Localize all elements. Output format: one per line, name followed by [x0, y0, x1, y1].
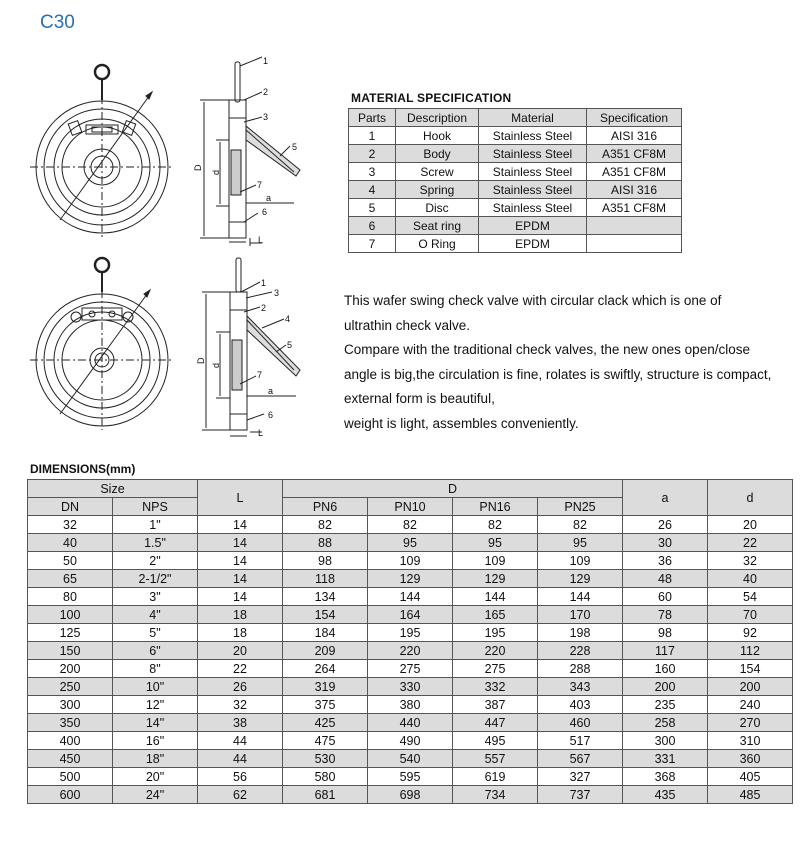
table-cell: 129	[453, 570, 538, 588]
table-cell: 154	[283, 606, 368, 624]
table-cell: 2"	[113, 552, 198, 570]
table-cell: 580	[283, 768, 368, 786]
table-cell: 14	[198, 534, 283, 552]
table-cell: 595	[368, 768, 453, 786]
table-cell: 12"	[113, 696, 198, 714]
table-cell: 32	[708, 552, 793, 570]
table-cell: 56	[198, 768, 283, 786]
table-cell: 220	[453, 642, 538, 660]
table-cell: 112	[708, 642, 793, 660]
table-cell: 88	[283, 534, 368, 552]
table-cell: 184	[283, 624, 368, 642]
upper-label-1: 1	[263, 56, 269, 66]
table-cell: 14	[198, 516, 283, 534]
table-cell: 350	[28, 714, 113, 732]
lower-label-3: 3	[274, 288, 280, 298]
table-cell: 24"	[113, 786, 198, 804]
table-cell: 98	[283, 552, 368, 570]
table-cell: 4	[349, 181, 396, 199]
table-cell: AISI 316	[587, 181, 682, 199]
table-cell: AISI 316	[587, 127, 682, 145]
dimensions-group-header-row	[28, 480, 793, 498]
table-cell: 109	[538, 552, 623, 570]
table-cell: 10"	[113, 678, 198, 696]
table-cell: 48	[623, 570, 708, 588]
lower-label-1: 1	[261, 278, 267, 288]
table-cell: 26	[623, 516, 708, 534]
table-cell: 375	[283, 696, 368, 714]
table-cell: 288	[538, 660, 623, 678]
material-header-row	[349, 109, 682, 127]
table-cell: 200	[623, 678, 708, 696]
table-cell: Screw	[396, 163, 479, 181]
L-header: L	[198, 480, 283, 516]
table-cell: 3"	[113, 588, 198, 606]
table-cell: 403	[538, 696, 623, 714]
lower-label-a: a	[268, 386, 274, 396]
D-header: D	[283, 480, 623, 498]
table-cell: 1"	[113, 516, 198, 534]
table-cell: 400	[28, 732, 113, 750]
table-cell: Stainless Steel	[479, 127, 587, 145]
table-cell: 144	[538, 588, 623, 606]
upper-side-view	[200, 57, 300, 246]
table-cell: 435	[623, 786, 708, 804]
table-cell: 129	[368, 570, 453, 588]
table-cell: 264	[283, 660, 368, 678]
table-cell: 95	[538, 534, 623, 552]
table-cell: 540	[368, 750, 453, 768]
DN-header: DN	[28, 498, 113, 516]
table-row	[28, 624, 793, 642]
lower-label-D: D	[196, 357, 206, 364]
header-cell: Specification	[587, 109, 682, 127]
upper-label-2: 2	[263, 87, 269, 97]
table-cell: 330	[368, 678, 453, 696]
table-cell: 209	[283, 642, 368, 660]
table-cell: 20"	[113, 768, 198, 786]
d-header: d	[708, 480, 793, 516]
table-row	[349, 199, 682, 217]
table-row	[28, 534, 793, 552]
table-cell: 129	[538, 570, 623, 588]
page-title: C30	[40, 12, 75, 33]
table-cell: 32	[28, 516, 113, 534]
table-cell: 500	[28, 768, 113, 786]
lower-label-2: 2	[261, 303, 267, 313]
PN6-header: PN6	[283, 498, 368, 516]
table-cell: 343	[538, 678, 623, 696]
table-cell: O Ring	[396, 235, 479, 253]
table-cell: Body	[396, 145, 479, 163]
table-cell: 70	[708, 606, 793, 624]
table-cell: 681	[283, 786, 368, 804]
table-cell: 258	[623, 714, 708, 732]
size-header: Size	[28, 480, 198, 498]
upper-label-3: 3	[263, 112, 269, 122]
table-cell: 450	[28, 750, 113, 768]
table-cell: 2-1/2"	[113, 570, 198, 588]
table-cell: 250	[28, 678, 113, 696]
table-cell: 368	[623, 768, 708, 786]
table-cell: 82	[538, 516, 623, 534]
lower-side-view	[202, 258, 300, 436]
table-cell: 6	[349, 217, 396, 235]
table-row	[28, 678, 793, 696]
material-spec-table	[348, 108, 682, 253]
table-cell: Hook	[396, 127, 479, 145]
table-cell: 220	[368, 642, 453, 660]
table-cell: 16"	[113, 732, 198, 750]
table-cell: 485	[708, 786, 793, 804]
description-line: This wafer swing check valve with circular clack which is one of	[344, 293, 722, 308]
table-row	[349, 145, 682, 163]
table-cell: 319	[283, 678, 368, 696]
table-row	[28, 714, 793, 732]
lower-front-view	[30, 258, 174, 430]
lower-label-7: 7	[257, 370, 263, 380]
table-row	[349, 235, 682, 253]
table-cell: 490	[368, 732, 453, 750]
table-cell: 557	[453, 750, 538, 768]
upper-label-6: 6	[262, 207, 268, 217]
lower-label-4: 4	[285, 314, 291, 324]
upper-label-L: L	[258, 235, 264, 245]
table-cell: 82	[283, 516, 368, 534]
table-cell: 18	[198, 624, 283, 642]
lower-label-5: 5	[287, 340, 293, 350]
upper-label-7: 7	[257, 180, 263, 190]
table-cell: 154	[708, 660, 793, 678]
table-cell: 4"	[113, 606, 198, 624]
table-cell: 95	[453, 534, 538, 552]
PN10-header: PN10	[368, 498, 453, 516]
table-cell: A351 CF8M	[587, 199, 682, 217]
table-cell: Stainless Steel	[479, 145, 587, 163]
table-cell: 125	[28, 624, 113, 642]
table-cell: 40	[28, 534, 113, 552]
lower-label-d: d	[211, 362, 221, 368]
table-cell: 195	[368, 624, 453, 642]
table-cell: 240	[708, 696, 793, 714]
description-line: external form is beautiful,	[344, 391, 495, 407]
PN25-header: PN25	[538, 498, 623, 516]
table-cell: 275	[368, 660, 453, 678]
table-cell: 18"	[113, 750, 198, 768]
table-cell: Stainless Steel	[479, 163, 587, 181]
table-row	[28, 696, 793, 714]
table-cell: 82	[368, 516, 453, 534]
table-cell: 20	[198, 642, 283, 660]
description-line: weight is light, assembles conveniently.	[344, 415, 579, 431]
a-header: a	[623, 480, 708, 516]
table-cell: 567	[538, 750, 623, 768]
table-row	[28, 642, 793, 660]
table-cell: 80	[28, 588, 113, 606]
table-cell: 425	[283, 714, 368, 732]
table-cell: 165	[453, 606, 538, 624]
table-cell: 310	[708, 732, 793, 750]
lower-label-6: 6	[268, 410, 274, 420]
valve-technical-drawing	[0, 40, 340, 440]
table-cell: 38	[198, 714, 283, 732]
table-cell: 235	[623, 696, 708, 714]
lower-label-L: L	[258, 428, 264, 438]
header-cell: Description	[396, 109, 479, 127]
table-row	[28, 786, 793, 804]
table-cell: A351 CF8M	[587, 145, 682, 163]
table-cell: 380	[368, 696, 453, 714]
table-cell: 460	[538, 714, 623, 732]
description-line: angle is big,the circulation is fine, rolates is swiftly, structure is compact,	[344, 366, 772, 382]
table-row	[349, 217, 682, 235]
table-row	[28, 660, 793, 678]
table-cell: 14	[198, 552, 283, 570]
table-cell: 600	[28, 786, 113, 804]
table-cell: 270	[708, 714, 793, 732]
upper-label-d: d	[211, 169, 221, 175]
table-cell: 144	[453, 588, 538, 606]
dimensions-title: DIMENSIONS(mm)	[30, 462, 136, 476]
description-line: ultrathin check valve.	[344, 317, 471, 333]
table-cell: 8"	[113, 660, 198, 678]
table-cell: 78	[623, 606, 708, 624]
table-cell: 5	[349, 199, 396, 217]
table-cell: 170	[538, 606, 623, 624]
table-cell: 26	[198, 678, 283, 696]
table-cell: 447	[453, 714, 538, 732]
table-row	[28, 750, 793, 768]
table-cell: 98	[623, 624, 708, 642]
table-cell: A351 CF8M	[587, 163, 682, 181]
table-cell: 60	[623, 588, 708, 606]
table-cell: 14	[198, 570, 283, 588]
table-cell: 495	[453, 732, 538, 750]
table-cell: 327	[538, 768, 623, 786]
table-cell: 18	[198, 606, 283, 624]
table-cell: 300	[28, 696, 113, 714]
table-cell: 228	[538, 642, 623, 660]
dimensions-table	[27, 479, 793, 804]
table-cell: Disc	[396, 199, 479, 217]
table-cell: 360	[708, 750, 793, 768]
table-cell	[587, 235, 682, 253]
NPS-header: NPS	[113, 498, 198, 516]
table-cell: 44	[198, 732, 283, 750]
PN16-header: PN16	[453, 498, 538, 516]
table-cell: 100	[28, 606, 113, 624]
table-cell: 737	[538, 786, 623, 804]
table-cell: 195	[453, 624, 538, 642]
table-cell: 517	[538, 732, 623, 750]
table-cell: 200	[708, 678, 793, 696]
table-cell: 200	[28, 660, 113, 678]
table-cell: 62	[198, 786, 283, 804]
table-row	[28, 570, 793, 588]
table-cell: 44	[198, 750, 283, 768]
table-cell: 22	[708, 534, 793, 552]
table-row	[28, 552, 793, 570]
table-cell: 134	[283, 588, 368, 606]
table-cell: 118	[283, 570, 368, 588]
table-cell: 150	[28, 642, 113, 660]
table-cell: 300	[623, 732, 708, 750]
table-cell: 387	[453, 696, 538, 714]
header-cell: Parts	[349, 109, 396, 127]
upper-front-view	[30, 65, 174, 238]
table-cell: 82	[453, 516, 538, 534]
table-cell: 109	[368, 552, 453, 570]
table-cell: EPDM	[479, 235, 587, 253]
table-row	[28, 588, 793, 606]
table-cell: 20	[708, 516, 793, 534]
upper-label-D: D	[193, 164, 203, 171]
table-cell: 6"	[113, 642, 198, 660]
table-cell: 117	[623, 642, 708, 660]
table-cell: 144	[368, 588, 453, 606]
table-cell: 54	[708, 588, 793, 606]
table-row	[28, 732, 793, 750]
table-cell: 198	[538, 624, 623, 642]
table-cell: 160	[623, 660, 708, 678]
table-cell: 92	[708, 624, 793, 642]
table-cell: 109	[453, 552, 538, 570]
table-cell: 475	[283, 732, 368, 750]
table-cell: 440	[368, 714, 453, 732]
material-spec-title: MATERIAL SPECIFICATION	[351, 91, 512, 105]
table-cell: 14"	[113, 714, 198, 732]
table-row	[28, 516, 793, 534]
table-cell: 50	[28, 552, 113, 570]
table-cell: 32	[198, 696, 283, 714]
table-cell: Spring	[396, 181, 479, 199]
table-cell: Stainless Steel	[479, 181, 587, 199]
table-cell: Stainless Steel	[479, 199, 587, 217]
table-row	[28, 606, 793, 624]
table-cell: 164	[368, 606, 453, 624]
table-cell: 331	[623, 750, 708, 768]
table-cell: 22	[198, 660, 283, 678]
table-cell: EPDM	[479, 217, 587, 235]
table-cell	[587, 217, 682, 235]
header-cell: Material	[479, 109, 587, 127]
table-cell: Seat ring	[396, 217, 479, 235]
table-cell: 1	[349, 127, 396, 145]
table-cell: 734	[453, 786, 538, 804]
table-cell: 40	[708, 570, 793, 588]
table-row	[349, 163, 682, 181]
upper-label-a: a	[266, 193, 272, 203]
table-cell: 14	[198, 588, 283, 606]
table-cell: 619	[453, 768, 538, 786]
table-cell: 1.5"	[113, 534, 198, 552]
table-cell: 3	[349, 163, 396, 181]
product-description	[344, 289, 804, 437]
table-cell: 65	[28, 570, 113, 588]
table-cell: 2	[349, 145, 396, 163]
table-row	[349, 181, 682, 199]
description-line: Compare with the traditional check valves, the new ones open/close	[344, 342, 750, 358]
table-cell: 405	[708, 768, 793, 786]
table-cell: 5"	[113, 624, 198, 642]
table-row	[28, 768, 793, 786]
table-cell: 530	[283, 750, 368, 768]
table-cell: 30	[623, 534, 708, 552]
table-cell: 36	[623, 552, 708, 570]
table-row	[349, 127, 682, 145]
table-cell: 7	[349, 235, 396, 253]
table-cell: 332	[453, 678, 538, 696]
upper-label-5: 5	[292, 142, 298, 152]
table-cell: 95	[368, 534, 453, 552]
table-cell: 698	[368, 786, 453, 804]
table-cell: 275	[453, 660, 538, 678]
